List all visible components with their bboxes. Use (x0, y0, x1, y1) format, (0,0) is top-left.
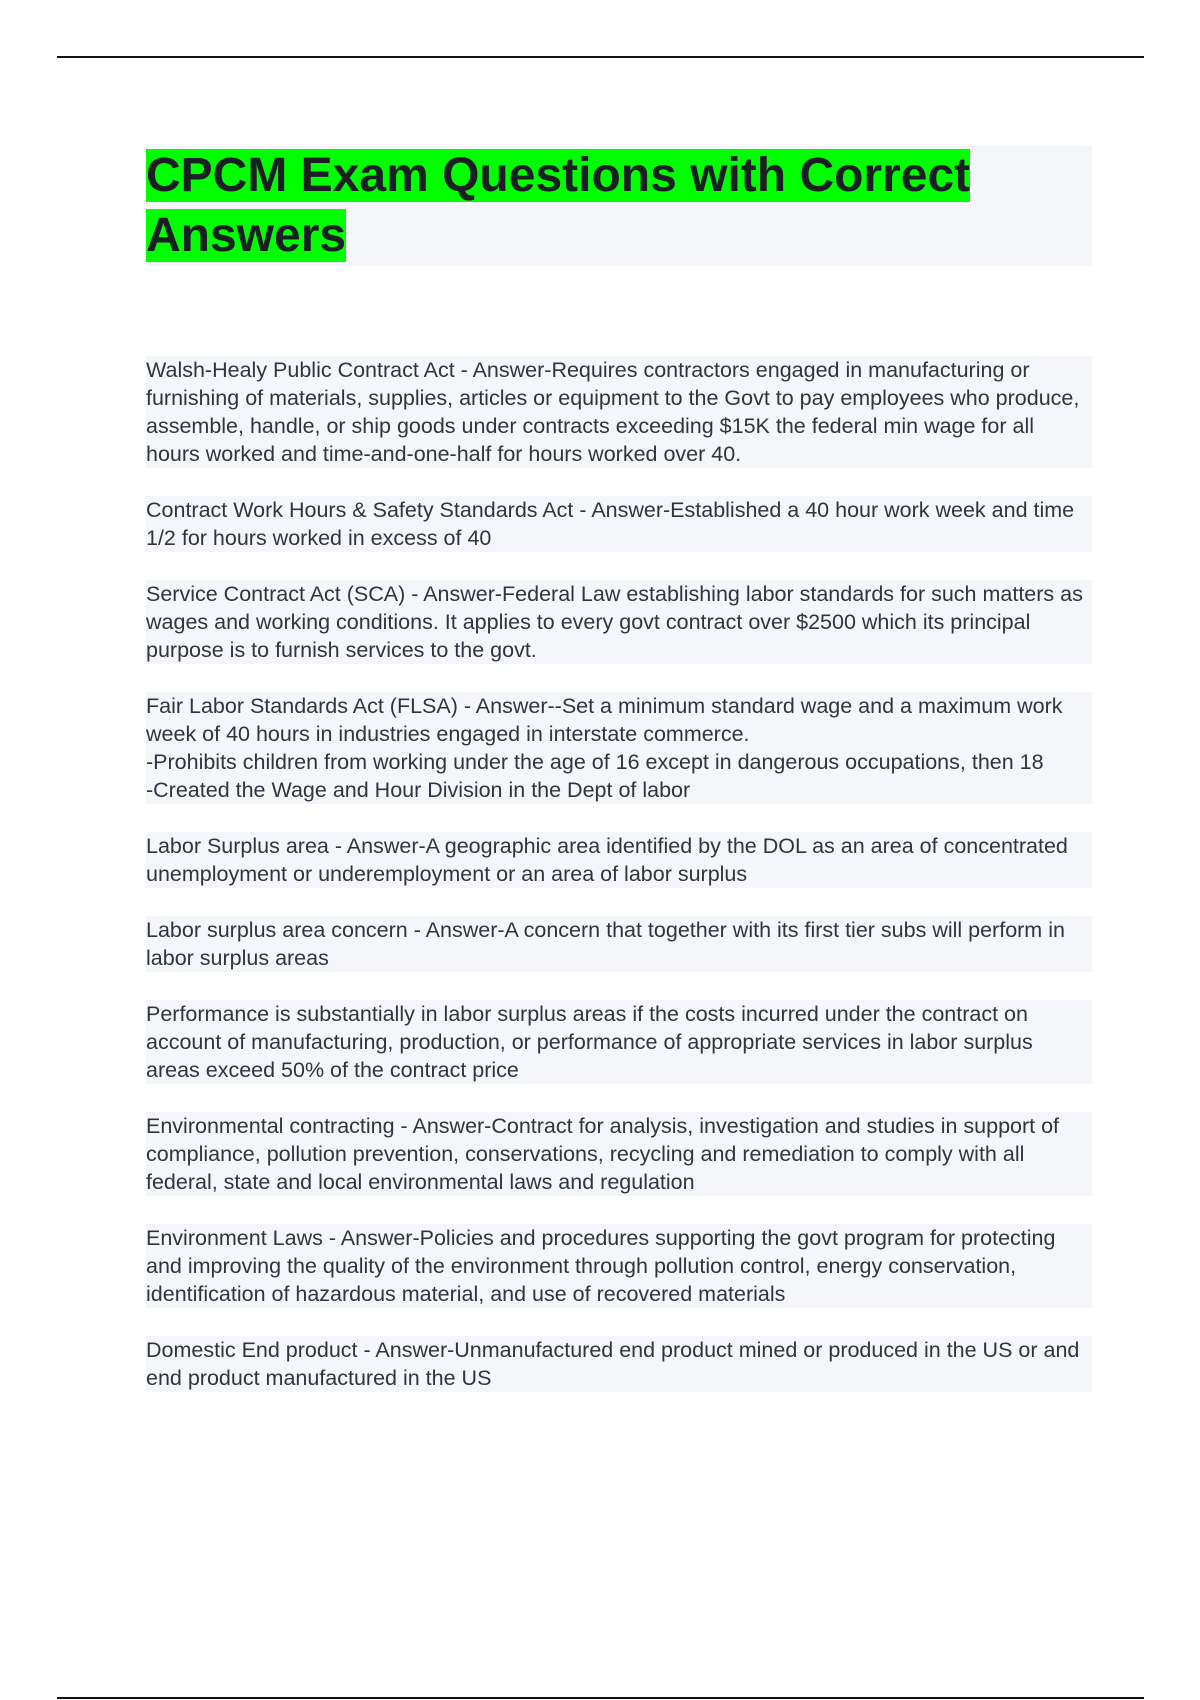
bottom-rule (57, 1697, 1144, 1699)
qa-entry: Contract Work Hours & Safety Standards Act - Answer-Established a 40 hour work week and time 1/2 for hours worked in excess of 40 (146, 496, 1092, 552)
qa-entry: Labor Surplus area - Answer-A geographic area identified by the DOL as an area of concentrated unemployment or underemployment or an area of labor surplus (146, 832, 1092, 888)
qa-entry: Environmental contracting - Answer-Contract for analysis, investigation and studies in support of compliance, pollution prevention, conservations, recycling and remediation to comply with all federal, state and local environmental laws and regulation (146, 1112, 1092, 1196)
qa-entry: Walsh-Healy Public Contract Act - Answer-Requires contractors engaged in manufacturing or furnishing of materials, supplies, articles or equipment to the Govt to pay employees who produce, assemble, handle, or ship goods under contracts exceeding $15K the federal min wage for all hours worked and time-and-one-half for hours worked over 40. (146, 356, 1092, 468)
page-title (146, 146, 1092, 266)
qa-entry: Labor surplus area concern - Answer-A concern that together with its first tier subs will perform in labor surplus areas (146, 916, 1092, 972)
qa-entry: Environment Laws - Answer-Policies and procedures supporting the govt program for protecting and improving the quality of the environment through pollution control, energy conservation, identification of hazardous material, and use of recovered materials (146, 1224, 1092, 1308)
qa-entry: Performance is substantially in labor surplus areas if the costs incurred under the contract on account of manufacturing, production, or performance of appropriate services in labor surplus areas exceed 50% of the contract price (146, 1000, 1092, 1084)
page-title-text: CPCM Exam Questions with Correct Answers (146, 149, 971, 262)
qa-list (146, 356, 1092, 1420)
title-block (146, 146, 1092, 266)
top-rule (57, 56, 1144, 58)
qa-entry: Domestic End product - Answer-Unmanufactured end product mined or produced in the US or and end product manufactured in the US (146, 1336, 1092, 1392)
qa-entry: Fair Labor Standards Act (FLSA) - Answer--Set a minimum standard wage and a maximum work week of 40 hours in industries engaged in interstate commerce. -Prohibits children from working under the age of 16 except in dangerous occupations, then 18 -Created the Wage and Hour Division in the Dept of labor (146, 692, 1092, 804)
qa-entry: Service Contract Act (SCA) - Answer-Federal Law establishing labor standards for such matters as wages and working conditions. It applies to every govt contract over $2500 which its principal purpose is to furnish services to the govt. (146, 580, 1092, 664)
